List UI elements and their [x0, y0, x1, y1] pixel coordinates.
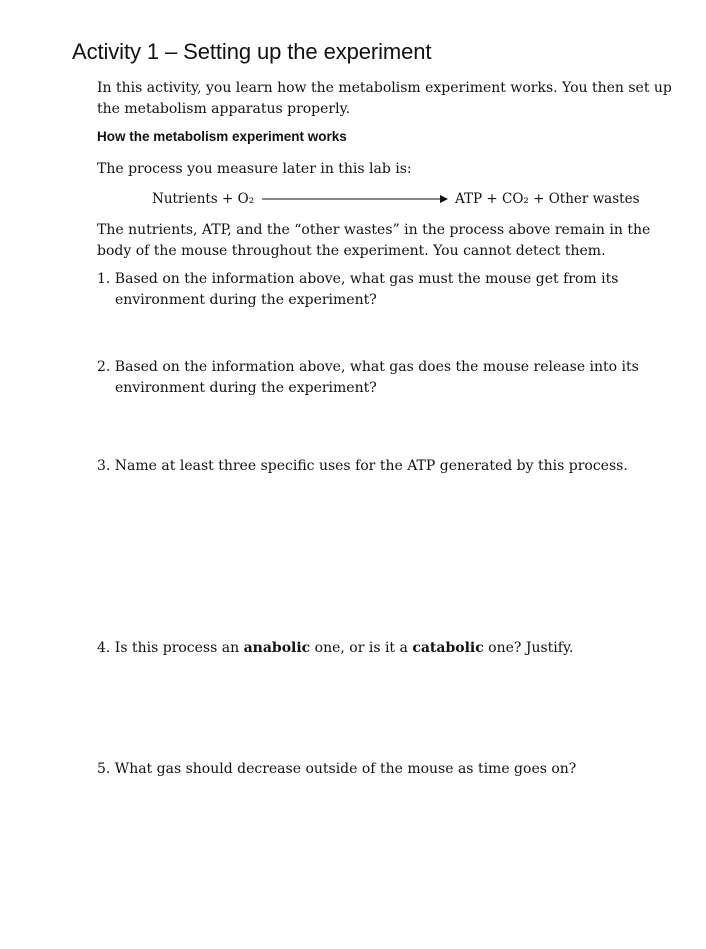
question-4	[97, 638, 657, 659]
catabolic-term: catabolic	[412, 640, 484, 656]
question-3	[97, 456, 657, 477]
question-4-part-3: one? Justify.	[483, 640, 574, 656]
equation-products: ATP + CO₂ + Other wastes	[455, 191, 640, 207]
question-2-line-1: 2. Based on the information above, what gas does the mouse release into its	[97, 359, 639, 375]
question-1-line-2: environment during the experiment?	[115, 292, 377, 308]
question-5-text: 5. What gas should decrease outside of the mouse as time goes on?	[97, 761, 577, 777]
equation-reactants: Nutrients + O₂	[152, 191, 255, 207]
intro-paragraph: In this activity, you learn how the metabolism experiment works. You then set up the metabolism apparatus properly.	[97, 80, 672, 117]
process-intro-text: The process you measure later in this lab is:	[97, 161, 412, 177]
question-4-part-2: one, or is it a	[310, 640, 413, 656]
question-1	[97, 269, 657, 311]
question-1-line-1: 1. Based on the information above, what gas must the mouse get from its	[97, 271, 619, 287]
page-title: Activity 1 – Setting up the experiment	[72, 39, 432, 64]
reaction-arrow-icon	[262, 192, 448, 206]
metabolism-equation	[0, 189, 706, 211]
section-heading: How the metabolism experiment works	[97, 129, 347, 144]
question-2-line-2: environment during the experiment?	[115, 380, 377, 396]
question-5	[97, 759, 657, 780]
wastes-paragraph: The nutrients, ATP, and the “other wastes” in the process above remain in the body of the mouse throughout the experiment. You cannot detect them.	[97, 222, 651, 259]
question-4-part-1: 4. Is this process an	[97, 640, 244, 656]
anabolic-term: anabolic	[243, 640, 311, 656]
question-2	[97, 357, 657, 399]
question-3-text: 3. Name at least three specific uses for the ATP generated by this process.	[97, 458, 628, 474]
